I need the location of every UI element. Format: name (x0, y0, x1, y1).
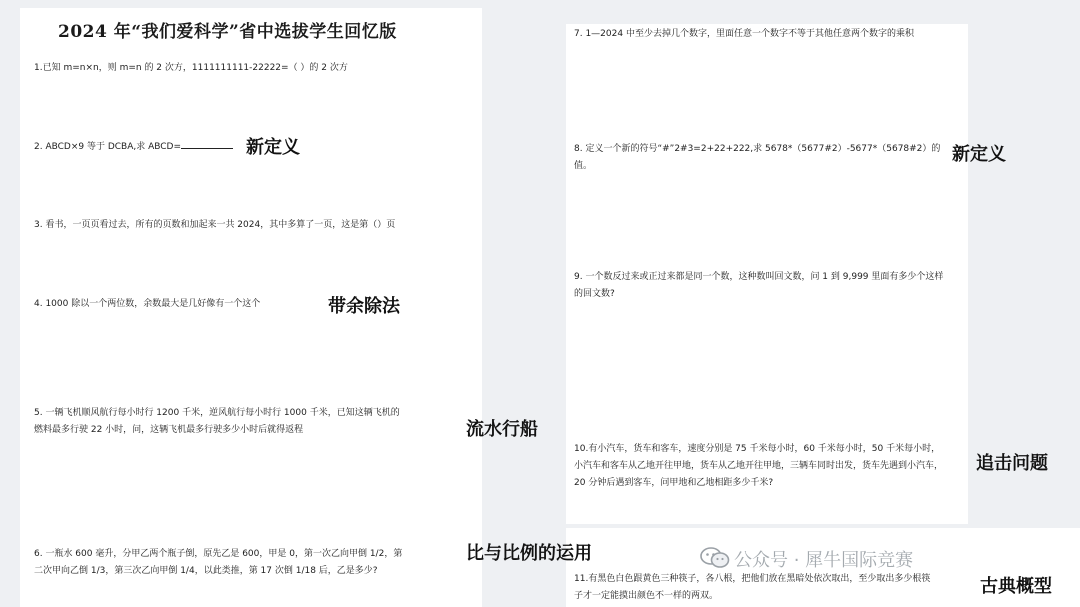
question-1: 1.已知 m=n×n，则 m=n 的 2 次方，1111111111-22222=（ ）的 2 次方 (34, 63, 348, 73)
question-5-line-1: 5. 一辆飞机顺风航行每小时行 1200 千米，逆风航行每小时行 1000 千米，已知这辆飞机的 (34, 408, 400, 418)
tag-q11: 古典概型 (980, 576, 1052, 597)
watermark-text: 公众号 · 犀牛国际竞赛 (734, 550, 914, 571)
question-11-line-1: 11.有黑色白色跟黄色三种筷子，各八根，把他们放在黑暗处依次取出，至少取出多少根筷 (574, 574, 931, 584)
tag-q5: 流水行船 (466, 419, 538, 440)
question-6-line-2: 二次甲向乙倒 1/3，第三次乙向甲倒 1/4，以此类推，第 17 次倒 1/18 后，乙是多少? (34, 566, 378, 576)
question-2 (34, 139, 254, 156)
question-10-line-2: 小汽车和客车从乙地开往甲地，货车从乙地开往甲地，三辆车同时出发，货车先遇到小汽车， (574, 461, 944, 471)
question-9-line-1: 9. 一个数反过来或正过来都是同一个数，这种数叫回文数，问 1 到 9,999 里面有多少个这样 (574, 272, 944, 282)
question-6 (34, 546, 474, 580)
tag-q4: 带余除法 (328, 296, 400, 317)
answer-blank (181, 139, 233, 149)
tag-q10: 追击问题 (976, 453, 1048, 474)
question-5 (34, 405, 474, 439)
question-8: 8. 定义一个新的符号“#”2#3=2+22+222,求 5678*（5677#2）-5677*（5678#2）的值。 (574, 144, 941, 171)
question-10-line-3: 20 分钟后遇到客车，问甲地和乙地相距多少千米? (574, 478, 774, 488)
question-9 (574, 269, 964, 303)
question-2-text: 2. ABCD×9 等于 DCBA,求 ABCD= (34, 142, 182, 152)
question-10-line-1: 10.有小汽车，货车和客车，速度分别是 75 千米每小时，60 千米每小时，50 千米每小时， (574, 444, 941, 454)
question-6-line-1: 6. 一瓶水 600 毫升，分甲乙两个瓶子倒，原先乙是 600，甲是 0，第一次乙向甲倒 1/2，第 (34, 549, 403, 559)
tag-q2: 新定义 (246, 137, 300, 158)
question-10 (574, 441, 964, 492)
question-11-line-2: 子才一定能摸出颜色不一样的两双。 (574, 591, 719, 601)
question-5-line-2: 燃料最多行驶 22 小时，问，这辆飞机最多行驶多少小时后就得返程 (34, 425, 304, 435)
question-11 (574, 571, 974, 605)
tag-q8: 新定义 (952, 144, 1006, 165)
page-title: 2024 年“我们爱科学”省中选拔学生回忆版 (58, 22, 397, 42)
tag-q6: 比与比例的运用 (466, 543, 592, 564)
question-3: 3. 看书，一页页看过去，所有的页数和加起来一共 2024，其中多算了一页，这是第（）页 (34, 220, 396, 230)
question-9-line-2: 的回文数? (574, 289, 615, 299)
question-7: 7. 1—2024 中至少去掉几个数字，里面任意一个数字不等于其他任意两个数字的乘积 (574, 29, 914, 39)
watermark (700, 546, 913, 572)
question-4: 4. 1000 除以一个两位数，余数最大是几好像有一个这个 (34, 299, 261, 309)
